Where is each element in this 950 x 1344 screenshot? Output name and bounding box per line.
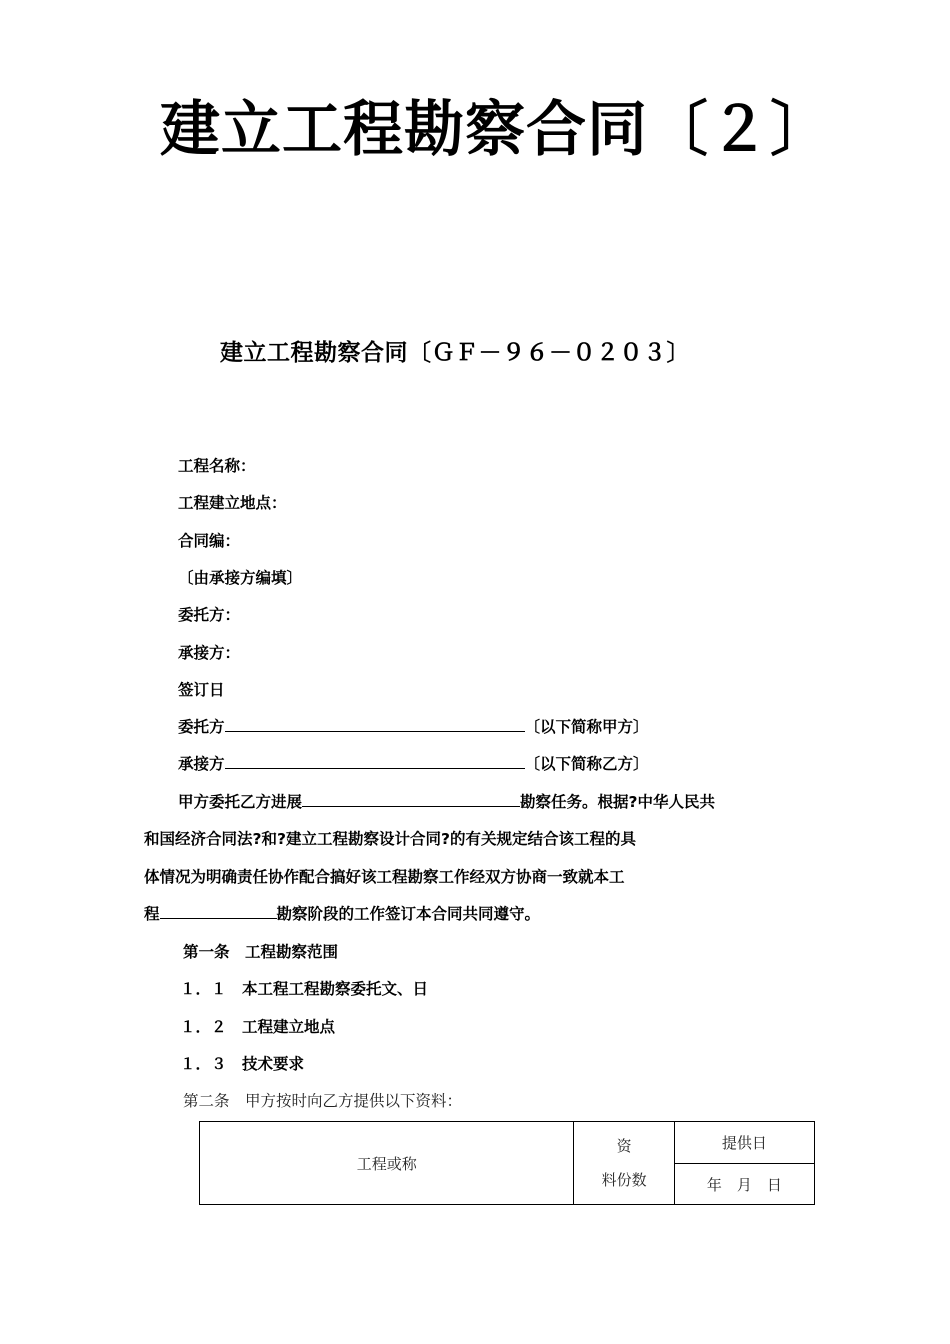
preamble-line-1-pre: 甲方委托乙方进展: [178, 793, 303, 811]
preamble-line-1-post: 勘察任务。根据?中华人民共: [520, 793, 716, 811]
preamble-line-1: [178, 790, 715, 812]
materials-table: [199, 1121, 815, 1205]
copies-header-line-1: 资: [616, 1137, 632, 1155]
contractor-party-line: [178, 752, 649, 774]
field-project-name: 工程名称：: [178, 457, 256, 475]
client-party-suffix: 〔以下简称甲方〕: [524, 718, 649, 736]
preamble-line-4-pre: 程: [144, 905, 160, 923]
article-2-heading: 第二条 甲方按时向乙方提供以下资料：: [183, 1092, 463, 1110]
client-party-label: 委托方: [178, 718, 225, 736]
sub-title: 建立工程勘察合同〔ＧＦ－９６－０２０３〕: [220, 340, 690, 366]
field-contractor: 承接方：: [178, 644, 241, 662]
contractor-party-suffix: 〔以下简称乙方〕: [524, 755, 649, 773]
contractor-name-blank: [225, 752, 525, 769]
provide-date-subheader: 年 月 日: [674, 1164, 814, 1205]
copies-header-line-2: 料份数: [601, 1171, 647, 1189]
field-project-location: 工程建立地点：: [178, 494, 287, 512]
field-contract-no: 合同编：: [178, 532, 241, 550]
preamble-line-4: [144, 902, 540, 924]
preamble-line-2: 和国经济合同法?和?建立工程勘察设计合同?的有关规定结合该工程的具: [144, 830, 636, 848]
article-1-item-3: １．３ 技术要求: [180, 1055, 305, 1073]
project-name-header: 工程或称: [200, 1122, 574, 1205]
preamble-line-3: 体情况为明确责任协作配合搞好该工程勘察工作经双方协商一致就本工: [144, 868, 625, 886]
field-contract-no-note: 〔由承接方编填〕: [178, 569, 303, 587]
article-1-heading: 第一条 工程勘察范围: [183, 943, 339, 961]
task-blank: [302, 790, 520, 807]
provide-date-header: 提供日: [674, 1122, 814, 1164]
preamble-line-4-post: 勘察阶段的工作签订本合同共同遵守。: [276, 905, 541, 923]
contractor-party-label: 承接方: [178, 755, 225, 773]
stage-blank: [160, 902, 277, 919]
client-name-blank: [225, 715, 525, 732]
article-1-item-1: １．１ 本工程工程勘察委托文、日: [180, 980, 429, 998]
client-party-line: [178, 715, 649, 737]
field-client: 委托方：: [178, 606, 241, 624]
article-1-item-2: １．２ 工程建立地点: [180, 1018, 336, 1036]
field-sign-date: 签订日: [178, 681, 225, 699]
copies-header: [574, 1122, 674, 1205]
main-title: 建立工程勘察合同〔２〕: [160, 95, 831, 165]
